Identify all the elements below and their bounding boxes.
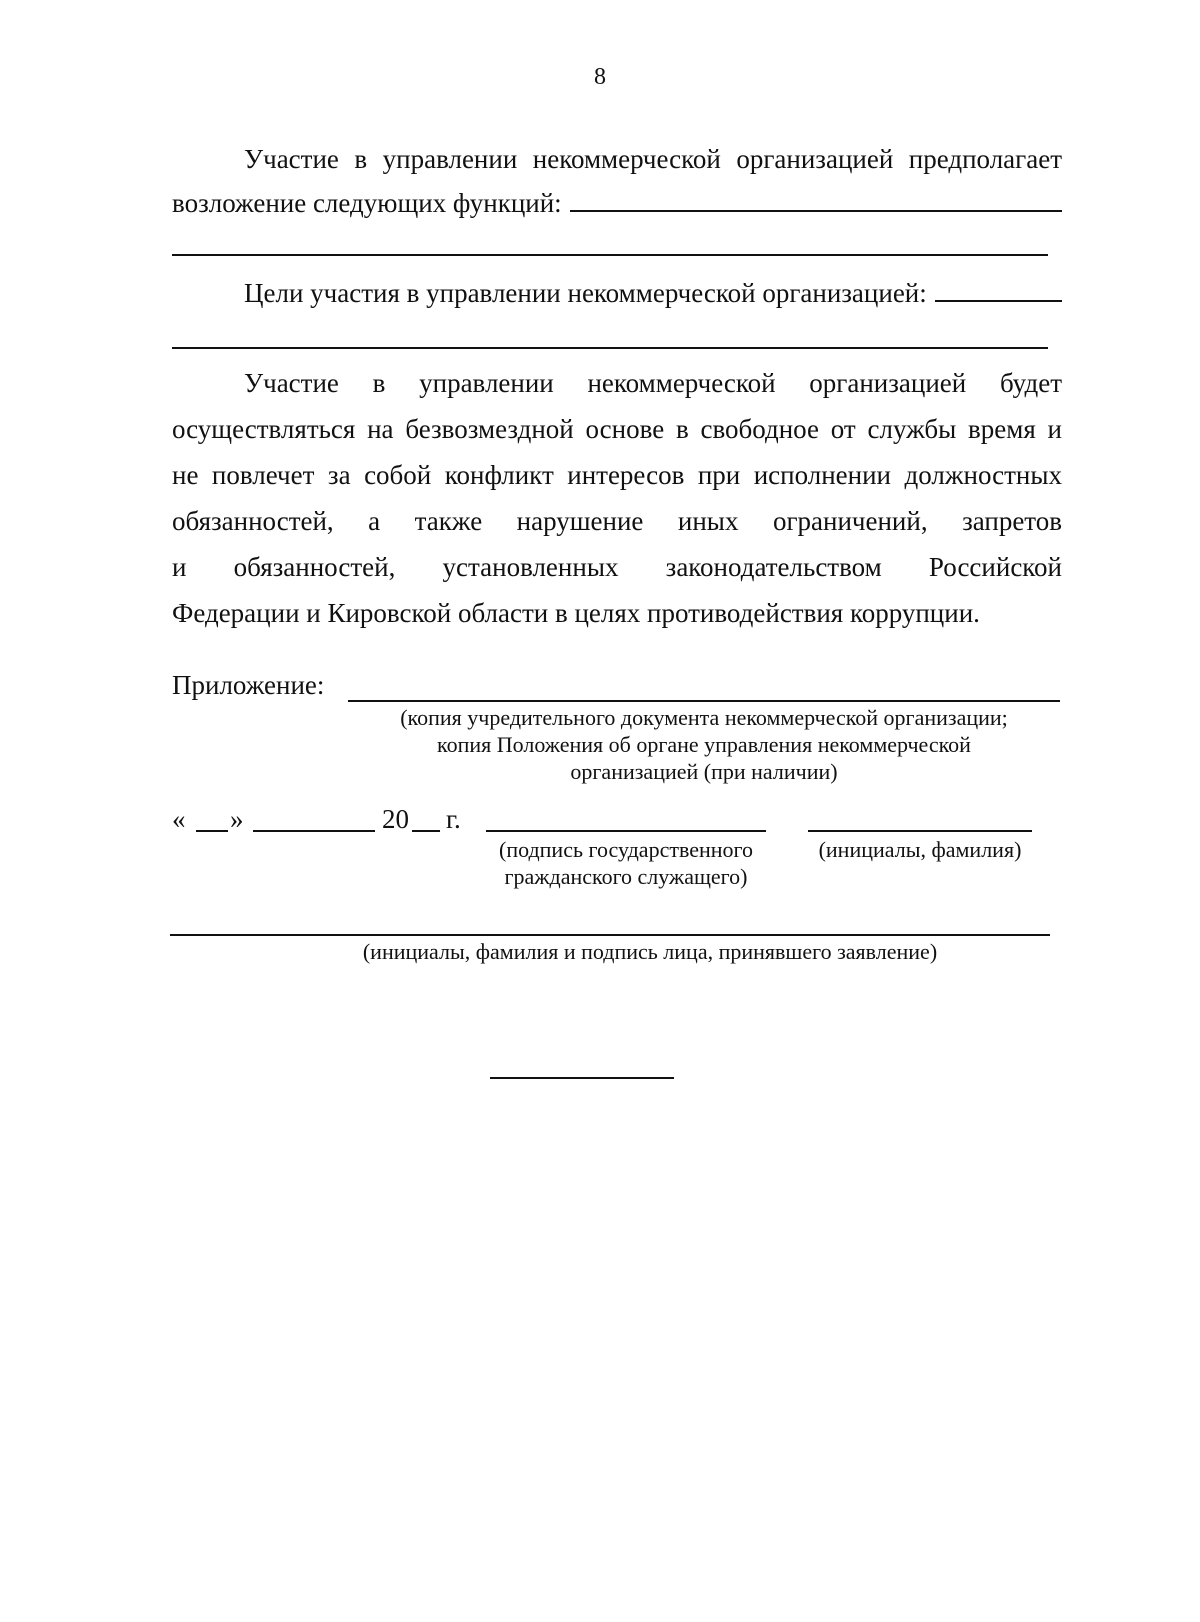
name-caption: (инициалы, фамилия) bbox=[818, 837, 1022, 862]
functions-label: возложение следующих функций: bbox=[172, 188, 562, 218]
basis-line-3: не повлечет за собой конфликт интересов при исполнении должностных bbox=[172, 460, 1062, 490]
attachment-caption-2: копия Положения об органе управления некоммерческой bbox=[437, 732, 971, 757]
date-year-prefix: 20 bbox=[382, 804, 409, 834]
goals-line bbox=[172, 270, 1062, 316]
basis-line-6: Федерации и Кировской области в целях противодействия коррупции. bbox=[172, 598, 980, 628]
goals-label: Цели участия в управлении некоммерческой организацией: bbox=[244, 278, 927, 308]
date-quote-close: » bbox=[230, 804, 244, 834]
date-year-line bbox=[412, 830, 440, 832]
signature-caption-2: гражданского служащего) bbox=[504, 864, 748, 889]
date-year-suffix: г. bbox=[446, 804, 461, 834]
functions-line-1: Участие в управлении некоммерческой организацией предполагает bbox=[244, 144, 1062, 174]
basis-line-1: Участие в управлении некоммерческой организацией будет bbox=[244, 368, 1062, 398]
signature-caption-1: (подпись государственного bbox=[499, 837, 753, 862]
date-quote-open: « bbox=[172, 804, 186, 834]
functions-line-2 bbox=[172, 180, 1062, 226]
goals-fill-line-a bbox=[935, 270, 1062, 302]
receiver-caption: (инициалы, фамилия и подпись лица, принявшего заявление) bbox=[362, 939, 938, 964]
end-separator bbox=[490, 1077, 674, 1079]
date-day-line bbox=[196, 830, 228, 832]
basis-line-5: и обязанностей, установленных законодательством Российской bbox=[172, 552, 1062, 582]
basis-line-4: обязанностей, а также нарушение иных ограничений, запретов bbox=[172, 506, 1062, 536]
attachment-caption-1: (копия учредительного документа некоммерческой организации; bbox=[400, 705, 1008, 730]
attachment-label: Приложение: bbox=[172, 670, 325, 700]
functions-fill-line-b bbox=[172, 254, 1048, 256]
receiver-line bbox=[170, 934, 1050, 936]
signature-line bbox=[486, 830, 766, 832]
functions-fill-line-a bbox=[570, 180, 1062, 212]
goals-fill-line-b bbox=[172, 347, 1048, 349]
name-line bbox=[808, 830, 1032, 832]
page-number: 8 bbox=[594, 64, 606, 90]
basis-line-2: осуществляться на безвозмездной основе в свободное от службы время и bbox=[172, 414, 1062, 444]
attachment-caption-3: организацией (при наличии) bbox=[570, 759, 838, 784]
attachment-fill-line bbox=[348, 700, 1060, 702]
date-month-line bbox=[253, 830, 375, 832]
